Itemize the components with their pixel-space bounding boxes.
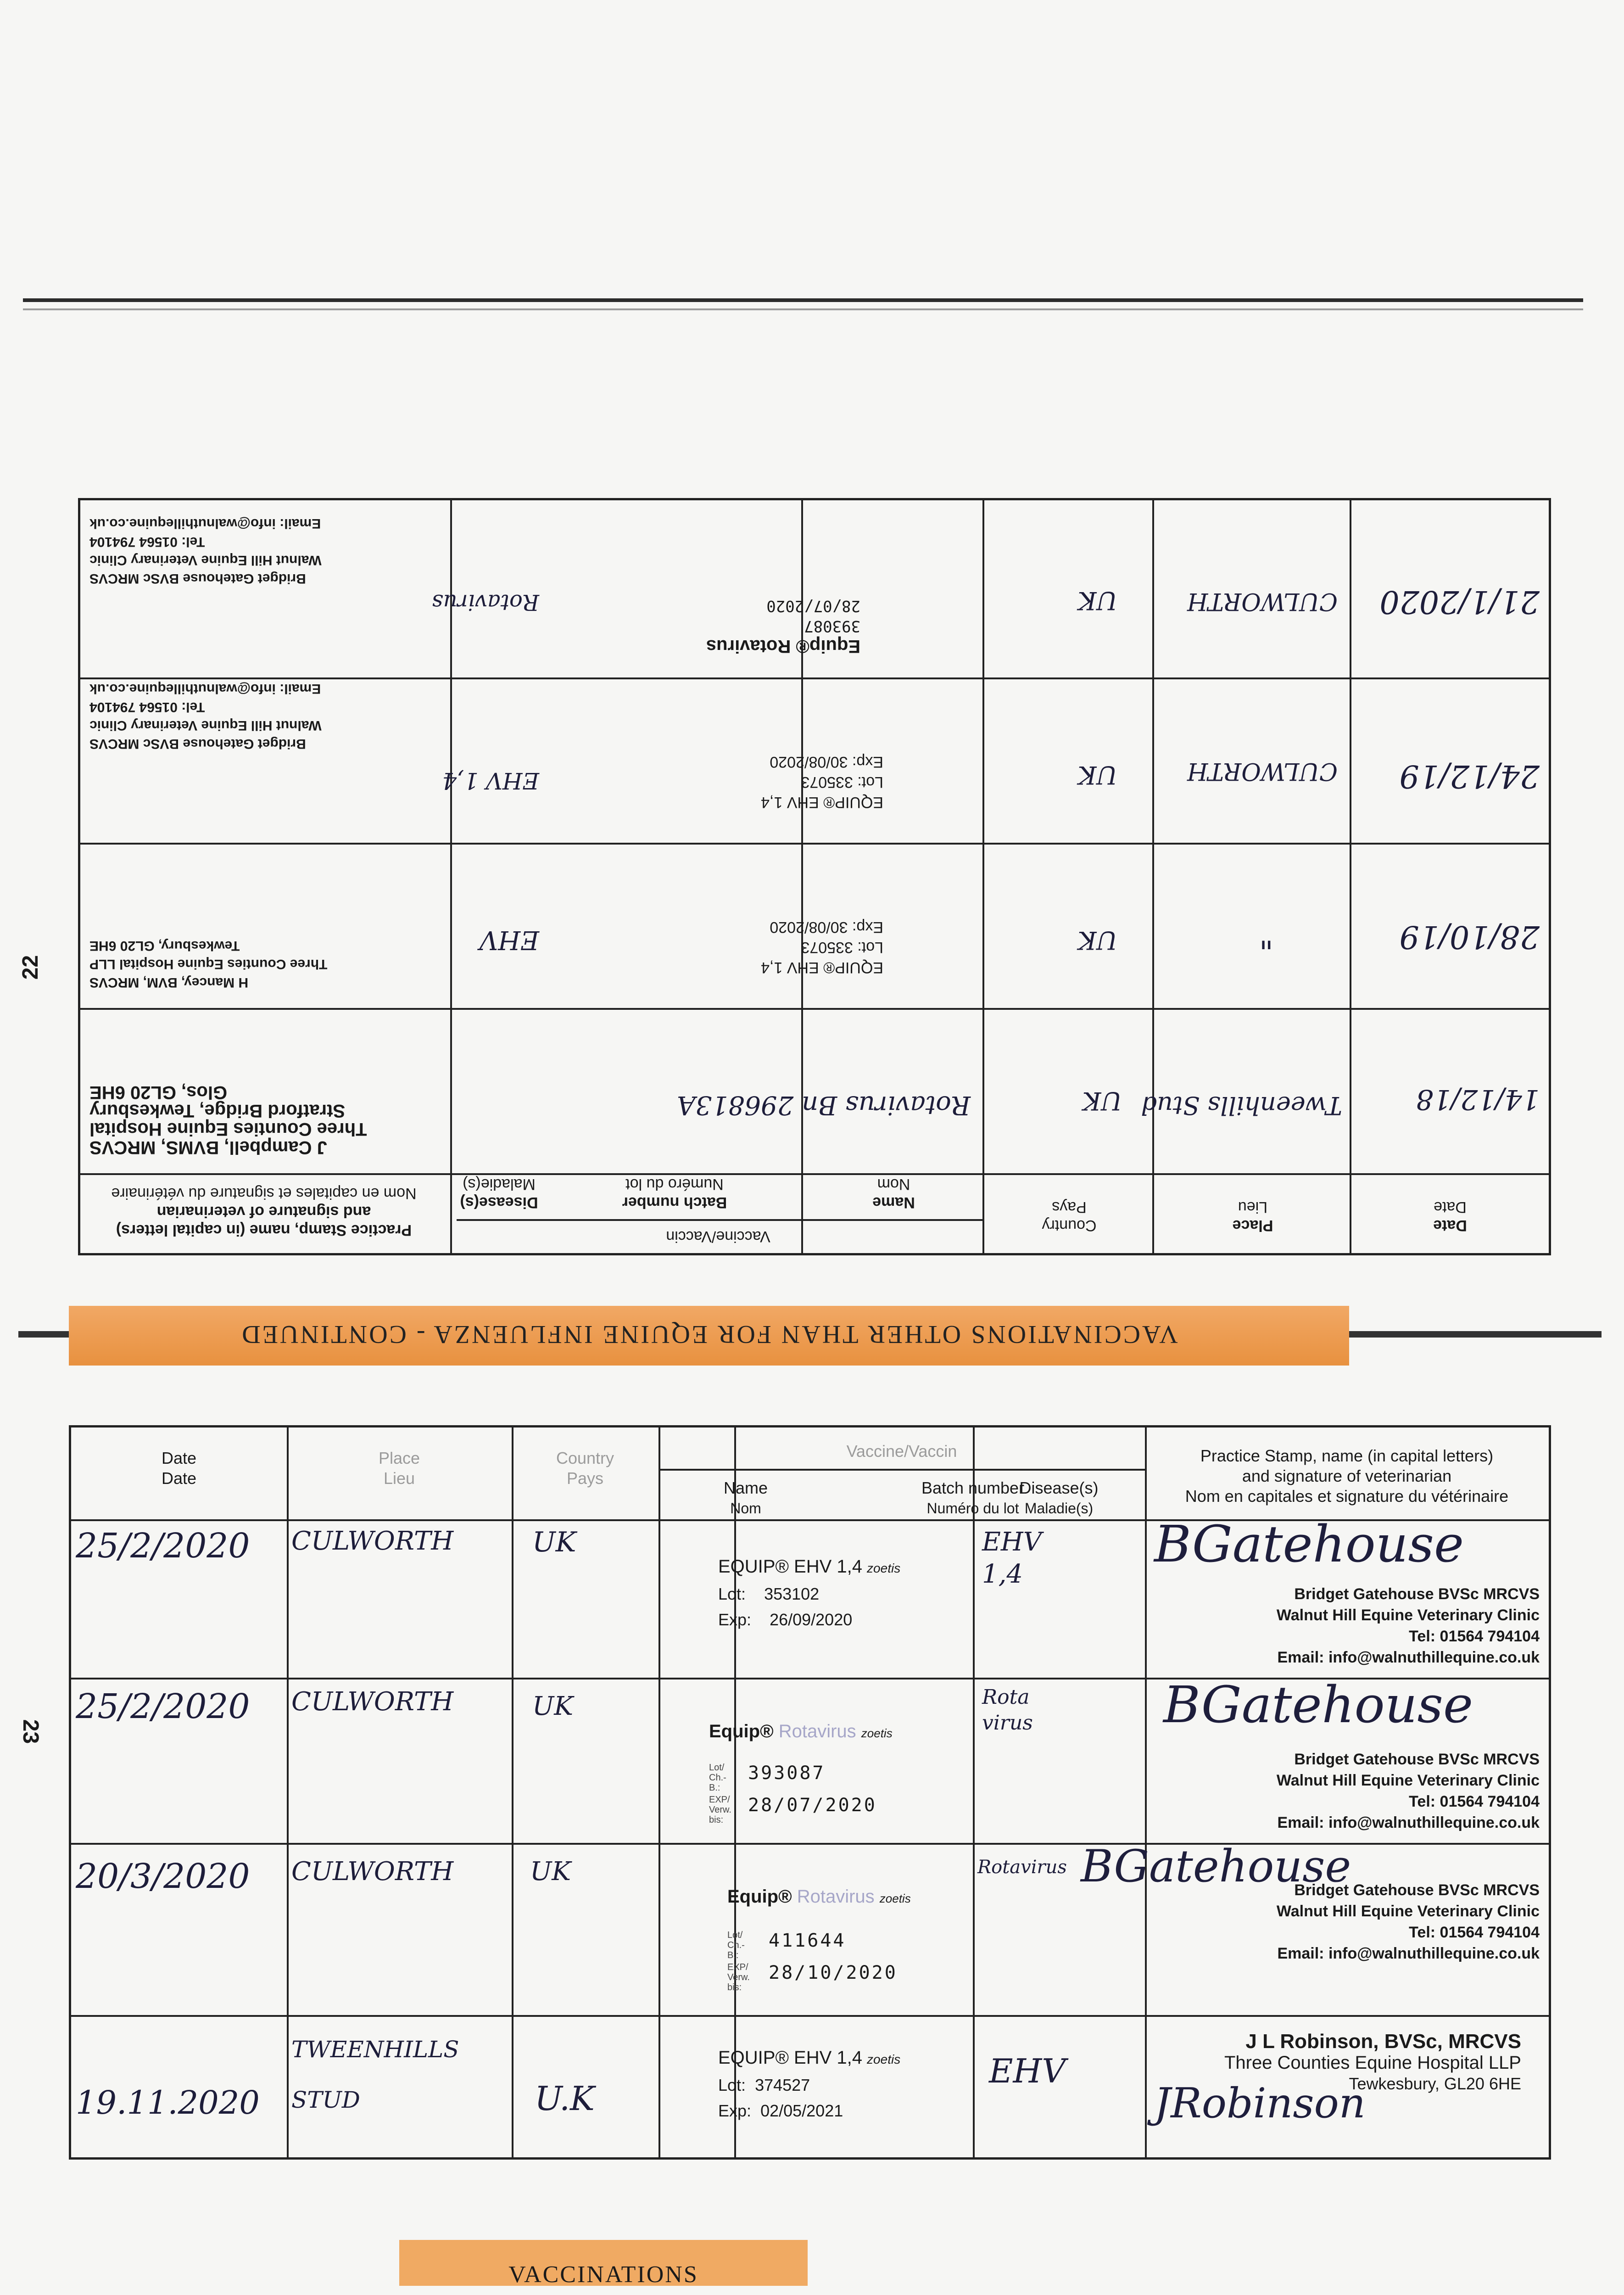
place-22-r3: CULWORTH — [1187, 757, 1338, 785]
signature-r2: BGatehouse — [1163, 1675, 1473, 1734]
header-place: Place Lieu — [378, 1449, 420, 1488]
place-22-r1: Tweenhills Stud — [1141, 1091, 1342, 1120]
place-r1: CULWORTH — [291, 1526, 454, 1556]
date-22-r2: 28/10/19 — [1399, 918, 1540, 955]
place-22-r4: CULWORTH — [1187, 588, 1338, 615]
exp-r3: 28/10/2020 — [769, 1962, 898, 1983]
header-name: Name Nom — [723, 1478, 768, 1517]
date-r4: 19.11.2020 — [76, 2084, 260, 2121]
header-vaccine: Vaccine/Vaccin — [846, 1442, 957, 1461]
place-r3: CULWORTH — [291, 1857, 454, 1886]
date-22-r1: 14/12/18 — [1416, 1083, 1540, 1115]
exp-label-r2: EXP/ Verw. bis: — [709, 1795, 731, 1825]
stamp-22-r1: J Campbell, BVMS, MRCVS Three Counties Equine Hospital Stratford Bridge, Tewkesbury Glos, GL20 6HE — [89, 1082, 367, 1158]
disease-r1: EHV 1,4 — [982, 1527, 1042, 1589]
lot-label-r2: Lot/ Ch.-B.: — [709, 1763, 726, 1793]
header-stamp-22: Practice Stamp, name (in capital letters) and signature of veterinarian Nom en capitales et signature du vétérinaire — [111, 1185, 417, 1239]
vaccine-22-r4: Equip® Rotavirus 393087 28/07/2020 — [706, 597, 860, 656]
header-country: Country Pays — [556, 1449, 614, 1488]
place-22-r2: " — [1259, 918, 1273, 955]
date-r1: 25/2/2020 — [76, 1526, 250, 1566]
vaccine-r1: EQUIP® EHV 1,4 zoetis Lot: 353102 Exp: 26/09/2020 — [718, 1556, 901, 1629]
date-r3: 20/3/2020 — [76, 1857, 250, 1896]
country-22-r1: UK — [1083, 1086, 1122, 1115]
lot-label-r3: Lot/ Ch.-B.: — [727, 1930, 745, 1960]
country-r3: UK — [530, 1857, 571, 1886]
page-number-22: 22 — [18, 955, 43, 980]
vaccine-r4: EQUIP® EHV 1,4 zoetis Lot: 374527 Exp: 02/05/2021 — [718, 2048, 901, 2120]
header-practice-stamp: Practice Stamp, name (in capital letters) and signature of veterinarian Nom en capitales et signature du vétérinaire — [1185, 1446, 1509, 1506]
page-number-23: 23 — [18, 1719, 43, 1744]
stamp-r1: Bridget Gatehouse BVSc MRCVS Walnut Hill Equine Veterinary Clinic Tel: 01564 794104 Email: info@walnuthillequine.co.uk — [1276, 1585, 1540, 1666]
vaccine-22-r3: EQUIP® EHV 1,4 Lot: 335073 Exp: 30/08/2020 — [761, 753, 883, 811]
exp-label-r3: EXP/ Verw. bis: — [727, 1962, 750, 1993]
disease-r4: EHV — [989, 2052, 1066, 2090]
footer-tab-label: VACCINATIONS — [508, 2261, 698, 2288]
banner-title: VACCINATIONS OTHER THAN FOR EQUINE INFLUENZA - CONTINUED — [240, 1320, 1178, 1349]
disease-22-r3: EHV 1,4 — [442, 767, 539, 794]
header-country-22: Country Pays — [1042, 1198, 1097, 1234]
header-disease-22: Disease(s) Maladie(s) — [460, 1175, 538, 1211]
place-r4: TWEENHILLS STUD — [291, 2036, 459, 2113]
header-place-22: Place Lieu — [1232, 1198, 1273, 1234]
header-disease: Disease(s) Maladie(s) — [1019, 1478, 1099, 1517]
vaccine-r2-product: Equip® Rotavirus zoetis — [709, 1721, 893, 1741]
date-22-r3: 24/12/19 — [1399, 758, 1540, 794]
header-batch-22: Batch number Numéro du lot — [622, 1175, 727, 1211]
country-22-r3: UK — [1078, 761, 1117, 789]
disease-22-r4: Rotavirus — [432, 589, 539, 615]
page-23-table — [69, 1425, 1551, 2160]
section-banner — [69, 1306, 1349, 1366]
stamp-r4: J L Robinson, BVSc, MRCVS Three Counties Equine Hospital LLP Tewkesbury, GL20 6HE — [1224, 2030, 1521, 2093]
country-r2: UK — [532, 1691, 574, 1721]
header-date-22: Date Date — [1433, 1198, 1467, 1234]
header-date: Date Date — [161, 1449, 197, 1488]
date-22-r4: 21/1/2020 — [1379, 583, 1540, 620]
page-top-rule — [23, 298, 1583, 302]
country-22-r2: UK — [1078, 926, 1117, 955]
stamp-22-r4: Bridget Gatehouse BVSc MRCVS Walnut Hill Equine Veterinary Clinic Tel: 01564 794104 Email: info@walnuthillequine.co.uk — [89, 516, 322, 586]
disease-r3: Rotavirus — [977, 1857, 1067, 1878]
header-vaccine-22: Vaccine/Vaccin — [666, 1228, 770, 1245]
stamp-22-r3: Bridget Gatehouse BVSc MRCVS Walnut Hill Equine Veterinary Clinic Tel: 01564 794104 Email: info@walnuthillequine.co.uk — [89, 681, 322, 751]
signature-r4: JRobinson — [1154, 2079, 1366, 2127]
page-top-rule-shadow — [23, 308, 1583, 310]
page-22-table — [78, 498, 1551, 1255]
vaccine-r3-product: Equip® Rotavirus zoetis — [727, 1886, 911, 1907]
footer-tab — [399, 2240, 808, 2286]
country-22-r4: UK — [1078, 586, 1117, 615]
vaccine-22-r1: Rotavirus Bn 296813A — [677, 1090, 971, 1120]
signature-r1: BGatehouse — [1154, 1515, 1464, 1573]
country-r1: UK — [532, 1526, 576, 1558]
signature-r3: BGatehouse — [1081, 1841, 1351, 1892]
exp-r2: 28/07/2020 — [748, 1795, 877, 1816]
header-name-22: Name Nom — [872, 1175, 915, 1211]
place-r2: CULWORTH — [291, 1687, 454, 1717]
disease-r2: Rota virus — [982, 1685, 1033, 1735]
disease-22-r2: EHV — [479, 925, 539, 955]
stamp-22-r2: H Mancey, BVM, MRCVS Three Counties Equine Hospital LLP Tewkesbury, GL20 6HE — [89, 938, 328, 990]
date-r2: 25/2/2020 — [76, 1687, 250, 1726]
country-r4: U.K — [535, 2079, 595, 2118]
stamp-r3: Bridget Gatehouse BVSc MRCVS Walnut Hill Equine Veterinary Clinic Tel: 01564 794104 Email: info@walnuthillequine.co.uk — [1276, 1881, 1540, 1962]
header-batch: Batch number Numéro du lot — [921, 1478, 1025, 1517]
lot-r2: 393087 — [748, 1763, 826, 1784]
vaccine-22-r2: EQUIP® EHV 1,4 Lot: 335073 Exp: 30/08/2020 — [761, 918, 883, 976]
stamp-r2: Bridget Gatehouse BVSc MRCVS Walnut Hill Equine Veterinary Clinic Tel: 01564 794104 Email: info@walnuthillequine.co.uk — [1276, 1751, 1540, 1831]
lot-r3: 411644 — [769, 1930, 846, 1951]
page-22-rotated — [78, 498, 1551, 1255]
